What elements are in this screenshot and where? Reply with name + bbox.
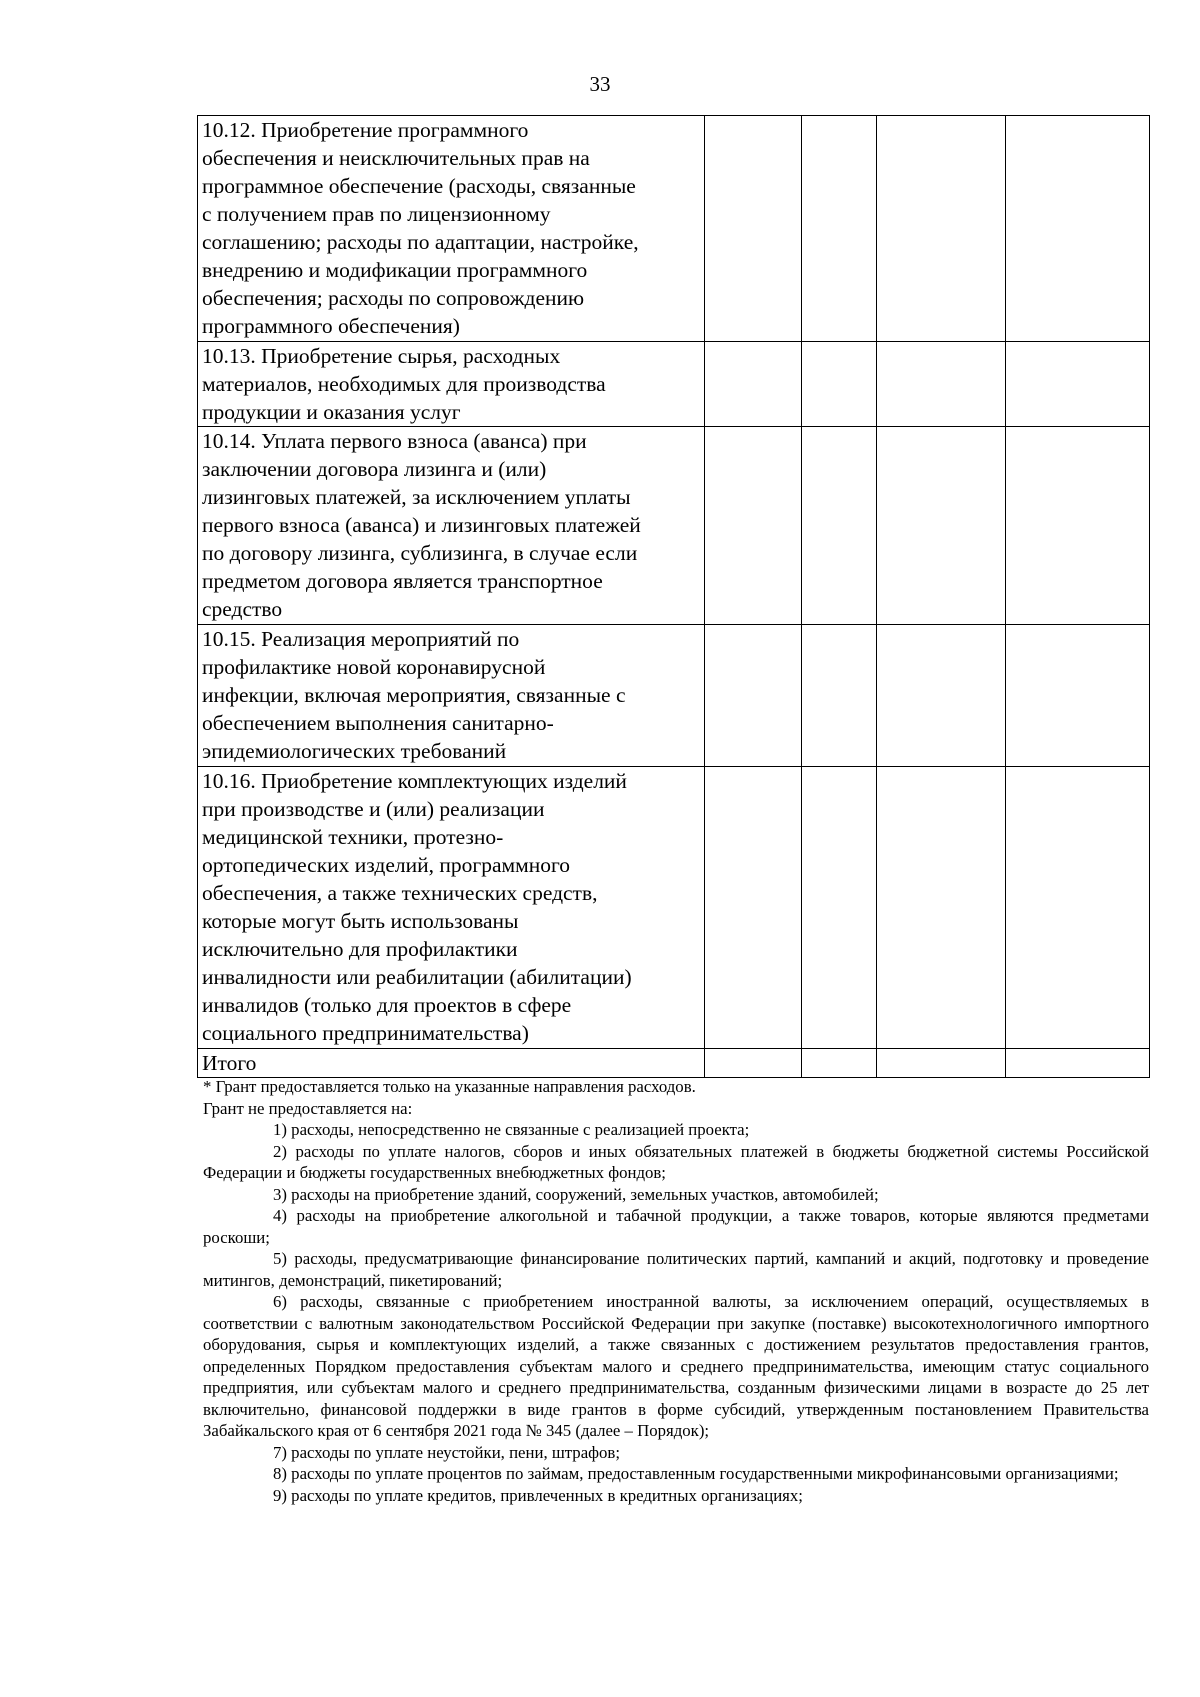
notes-section (203, 1076, 1149, 1506)
table-row (198, 625, 1150, 767)
table-cell-empty (1006, 767, 1150, 1049)
table-cell-empty (877, 625, 1006, 767)
table-row (198, 767, 1150, 1049)
footnote: * Грант предоставляется только на указанные направления расходов. (203, 1077, 696, 1096)
table-row (198, 342, 1150, 427)
table-cell-item: 10.12. Приобретение программного обеспечения и неисключительных прав на программное обеспечение (расходы, связанные с получением прав по лицензионному соглашению; расходы по адаптации, настройке, внедрению и модификации программного обеспечения; расходы по сопровождению программного обеспечения) (198, 116, 705, 342)
list-item: 3) расходы на приобретение зданий, сооружений, земельных участков, автомобилей; (273, 1184, 879, 1204)
table-cell-total-label: Итого (198, 1049, 705, 1078)
table-cell-item: 10.16. Приобретение комплектующих изделий при производстве и (или) реализации медицинской техники, протезно- ортопедических изделий, программного обеспечения, а также технических средств, которые могут быть использованы исключительно для профилактики инвалидности или реабилитации (абилитации) инвалидов (только для проектов в сфере социального предпринимательства) (198, 767, 705, 1049)
table-cell-empty (705, 1049, 802, 1078)
table-cell-empty (1006, 427, 1150, 625)
expense-table (197, 115, 1150, 1078)
table-cell-empty (1006, 1049, 1150, 1078)
table-cell-empty (705, 427, 802, 625)
table-cell-empty (877, 767, 1006, 1049)
table-row (198, 427, 1150, 625)
list-item: 2) расходы по уплате налогов, сборов и иных обязательных платежей в бюджеты бюджетной системы Российской Федерации и бюджеты государственных внебюджетных фондов; (203, 1141, 1149, 1182)
table-cell-empty (802, 342, 877, 427)
list-item: 7) расходы по уплате неустойки, пени, штрафов; (273, 1442, 620, 1462)
table-cell-empty (705, 625, 802, 767)
table-cell-empty (877, 1049, 1006, 1078)
list-item: 5) расходы, предусматривающие финансирование политических партий, кампаний и акций, подготовку и проведение митингов, демонстраций, пикетирований; (203, 1249, 1149, 1290)
table-cell-empty (802, 625, 877, 767)
table-cell-empty (877, 427, 1006, 625)
list-item: 8) расходы по уплате процентов по займам, предоставленным государственными микрофинансовыми организациями; (273, 1464, 1119, 1483)
table-cell-empty (802, 767, 877, 1049)
table-cell-empty (1006, 625, 1150, 767)
table-cell-empty (1006, 342, 1150, 427)
list-item: 4) расходы на приобретение алкогольной и табачной продукции, а также товаров, которые являются предметами роскоши; (203, 1206, 1149, 1247)
notes-intro: Грант не предоставляется на: (203, 1098, 413, 1118)
list-item: 6) расходы, связанные с приобретением иностранной валюты, за исключением операций, осуществляемых в соответствии с валютным законодательством Российской Федерации при закупке (поставке) высокотехнологичного импортного оборудования, сырья и комплектующих изделий, а также связанных с достижением результатов предоставления грантов, определенных Порядком предоставления субъектам малого и среднего предпринимательства, имеющим статус социального предприятия, или субъектам малого и среднего предпринимательства, созданным физическими лицами в возрасте до 25 лет включительно, финансовой поддержки в виде грантов в форме субсидий, утвержденным постановлением Правительства Забайкальского края от 6 сентября 2021 года № 345 (далее – Порядок); (203, 1292, 1149, 1440)
table-cell-item: 10.15. Реализация мероприятий по профилактике новой коронавирусной инфекции, включая мероприятия, связанные с обеспечением выполнения санитарно- эпидемиологических требований (198, 625, 705, 767)
table-row-total (198, 1049, 1150, 1078)
table-cell-empty (802, 1049, 877, 1078)
table-cell-empty (705, 116, 802, 342)
table-cell-empty (1006, 116, 1150, 342)
table-row (198, 116, 1150, 342)
table-cell-item: 10.13. Приобретение сырья, расходных материалов, необходимых для производства продукции и оказания услуг (198, 342, 705, 427)
table-cell-item: 10.14. Уплата первого взноса (аванса) при заключении договора лизинга и (или) лизинговых платежей, за исключением уплаты первого взноса (аванса) и лизинговых платежей по договору лизинга, сублизинга, в случае если предметом договора является транспортное средство (198, 427, 705, 625)
table-cell-empty (877, 342, 1006, 427)
page-number: 33 (589, 72, 611, 96)
list-item: 9) расходы по уплате кредитов, привлеченных в кредитных организациях; (273, 1485, 803, 1505)
table-cell-empty (705, 767, 802, 1049)
table-cell-empty (705, 342, 802, 427)
table-cell-empty (802, 427, 877, 625)
table-cell-empty (802, 116, 877, 342)
table-cell-empty (877, 116, 1006, 342)
list-item: 1) расходы, непосредственно не связанные с реализацией проекта; (273, 1120, 750, 1139)
